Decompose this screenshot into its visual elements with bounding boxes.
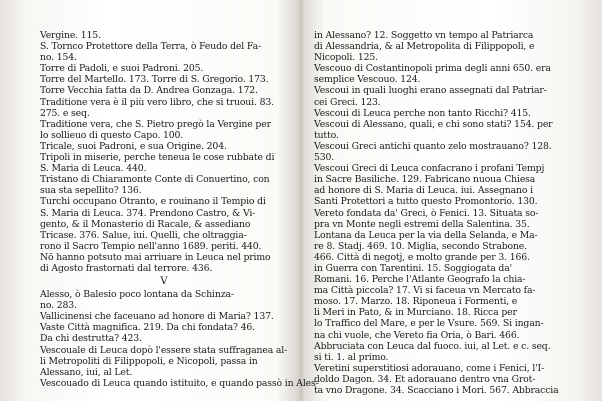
index-line: in Alessano? 12. Soggetto vn tempo al Patriarca: [314, 30, 534, 41]
index-line: Santi Protettori a tutto questo Promontorio. 130.: [314, 196, 538, 208]
index-line: Tricase. 376. Salue, iui. Quelli, che oltraggia-: [40, 229, 247, 241]
left-edge-shadow: [0, 0, 26, 401]
index-line: Vereto fondata da' Greci, ò Fenici. 13. Situata so-: [314, 207, 539, 219]
index-line: gento, & il Monasterio di Racale, & assediano: [40, 218, 251, 230]
index-line: Torre del Martello. 173. Torre di S. Gregorio. 173.: [40, 74, 269, 86]
index-line: moso. 17. Marzo. 18. Riponeua i Formenti, e: [314, 296, 518, 308]
right-edge-shadow: [576, 0, 602, 401]
index-line: lo Traffico del Mare, e per le Vsure. 569. Si ingan-: [314, 318, 544, 330]
index-line: Alessano, iui, al Let.: [40, 366, 133, 378]
index-line: di Agosto frastornati dal terrore. 436.: [40, 262, 213, 274]
index-line: Vescoui di Leuca perche non tanto Ricchi? 415.: [314, 107, 531, 119]
index-line: Tricale, suoi Padroni, e sua Origine. 204.: [40, 140, 227, 152]
index-line: in Sacre Basiliche. 129. Fabricano nuoua Chiesa: [314, 174, 536, 186]
index-line: S. Maria di Leuca. 374. Prendono Castro, & Vi-: [40, 207, 256, 219]
index-line: Torre di Padoli, e suoi Padroni. 205.: [40, 63, 204, 75]
index-line: Torre Vecchia fatta da D. Andrea Gonzaga. 172.: [40, 85, 258, 97]
index-line: 275. e seq.: [40, 107, 90, 119]
index-line: Romani. 16. Perche l'Atlante Geografo la chia-: [314, 274, 526, 286]
index-line: Vescouado di Leuca quando istituito, e quando passò in Ales-: [40, 377, 319, 389]
index-line: 530.: [314, 152, 335, 164]
index-line: Vescouo di Costantinopoli prima degli anni 650. era: [314, 63, 551, 75]
index-line: Vaste Città magnifica. 219. Da chi fondata? 46.: [40, 322, 255, 334]
index-line: re 8. Stadj. 469. 10. Miglia, secondo Strabone.: [314, 240, 527, 252]
index-line: Tripoli in miserie, perche teneua le cose rubbate di: [40, 152, 275, 164]
index-line: Nō hanno potsuto mai arriuare in Leuca nel primo: [40, 251, 271, 263]
index-line: Nicopoli. 125.: [314, 52, 378, 64]
index-line: Da chi destrutta? 423.: [40, 333, 142, 345]
index-line: pra vn Monte negli estremi della Salentina. 35.: [314, 218, 530, 230]
index-line: tutto.: [314, 129, 339, 141]
index-line: Alesso, ò Balesio poco lontana da Schinza-: [40, 289, 234, 301]
index-line: 466. Città di negotj, e molto grande per 3. 166.: [314, 251, 530, 263]
index-line: Lontana da Leuca per la via della Selanda, e Ma-: [314, 229, 538, 241]
right-page: [314, 30, 569, 401]
index-line: Abbruciata con Leuca dal fuoco. iui, al Let. e c. seq.: [314, 340, 551, 352]
index-line: Traditione vera, che S. Pietro pregò la Vergine per: [40, 118, 271, 130]
index-line: S. Tornco Protettore della Terra, ò Feudo del Fa-: [40, 41, 261, 53]
index-line: Traditione vera è il più vero libro, che si truoui. 83.: [40, 96, 274, 108]
index-line: Vergine. 115.: [40, 30, 101, 41]
index-line: Vallicinensi che faceuano ad honore di Maria? 137.: [40, 311, 274, 323]
index-line: Vescoui Greci di Leuca confacrano i profani Tempj: [314, 163, 545, 175]
index-line: di Alessandria, & al Metropolita di Filippopoli, e: [314, 41, 535, 53]
index-line: na chi vuole, che Vereto fia Oria, ò Bari. 466.: [314, 329, 520, 341]
index-line: Vescouale di Leuca dopò l'essere stata suffraganea al-: [40, 344, 288, 356]
index-line: li Meri in Pato, & in Murciano. 18. Ricca per: [314, 307, 517, 319]
index-line: ad honore di S. Maria di Leuca. iui. Assegnano i: [314, 185, 533, 197]
index-line: in Guerra con Tarentini. 15. Soggiogata da': [314, 262, 513, 274]
index-line: Veretini superstitiosi adorauano, come i Fenici, l'I-: [314, 362, 545, 374]
index-line: Vescoui Greci antichi quanto zelo mostrauano? 128.: [314, 140, 552, 152]
index-line: no. 154.: [40, 52, 77, 64]
index-line: ta vno Dragone. 34. Scacciano i Mori. 567. Abbraccia: [314, 385, 559, 396]
index-line: semplice Vescouo. 124.: [314, 74, 421, 86]
section-letter: V: [160, 276, 168, 288]
index-line: rono il Sacro Tempio nell'anno 1689. periti. 440.: [40, 240, 262, 252]
index-line: Vescoui in quali luoghi erano assegnati dal Patriar-: [314, 85, 547, 97]
index-line: no. 283.: [40, 300, 77, 312]
index-line: Vescoui di Alessano, quali, e chi sono stati? 154. per: [314, 118, 553, 130]
index-line: sua sta sepellito? 136.: [40, 185, 142, 197]
index-line: cei Greci. 123.: [314, 96, 381, 108]
index-line: li Metropoliti di Filippopoli, e Nicopoli, passa in: [40, 355, 258, 367]
index-line: doldo Dagon. 34. Et adorauano dentro vna Grot-: [314, 373, 536, 385]
index-line: ma Città piccola? 17. Vi si faceua vn Mercato fa-: [314, 285, 536, 297]
index-line: Tristano di Chiaramonte Conte di Conuertino, con: [40, 174, 270, 186]
index-line: si ti. 1. al primo.: [314, 351, 389, 363]
index-line: Turchi occupano Otranto, e rouinano il Tempio di: [40, 196, 266, 208]
index-line: lo sollieuo di questo Capo. 100.: [40, 129, 184, 141]
left-page: [40, 30, 319, 401]
index-line: S. Maria di Leuca. 440.: [40, 163, 147, 175]
